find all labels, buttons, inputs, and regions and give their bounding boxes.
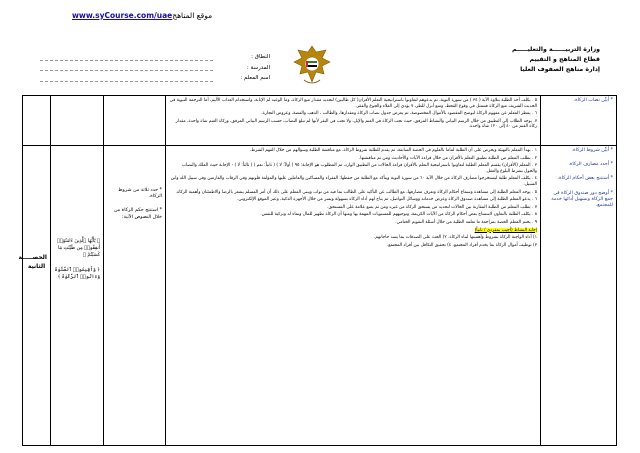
objective-item: * أوضح دور صندوق الزكاة في جمع الزكاة وتسهيل أدائها خدمة للمجتمع. (551, 190, 613, 209)
table-row (23, 146, 617, 446)
procedure-step: ٨ . يكلف الطلبة بالتعاون لاستنتاج بعض أحكام الزكاة من الآيات الكريمة، وتوجيههم للمستويات المهمة بها ومنها أن الزكاة تطهير للمال ونماء له وتزكية للنفس. (260, 212, 537, 218)
quran-verse: ﴿ يَٰٓأَيُّهَا ٱلَّذِينَ ءَامَنُوٓا۟ أَنفِقُوا۟ مِن طَيِّبَٰتِ مَا كَسَبْتُمْ ﴾ (57, 239, 100, 258)
school-field[interactable] (40, 64, 213, 71)
procedure-step: ١ . يهدأ المعلم بالتهيئة ويحرص على أن الطلبة لماما بالعلوم في الحصة السابقة، ثم يقدم للطلبة شروط الزكاة، مع مناقشة الطلبة وسؤالهم من خلال الفهم الشرط. (249, 148, 537, 153)
activity-answer: ١) أداء الواجبة الزكاة بشروط وأهميتها لبناء الزكاة. ٢) الحث على الصدقات بما يسد حاجاتهم. (373, 235, 537, 241)
school-label: المدرسة : (246, 64, 270, 71)
site-link[interactable] (72, 11, 212, 20)
site-label: موقع المناهج (172, 11, 213, 20)
ministry-header (512, 45, 600, 75)
assessment-item: * استنتج حكم الزكاة من خلال النصوص الآتية: (113, 208, 162, 220)
ayat-cell (51, 146, 104, 446)
assessment-cell (104, 146, 166, 446)
region-field[interactable] (40, 54, 213, 61)
objective-item: * أحدد مصارف الزكاة. (568, 162, 613, 168)
procedure-step: ٥ . يوجه المعلم الطلبة إلى مشاهدة وسماع أحكام الزكاة وتعرف مصارفها، مع الطالب عن التأكيد على الطالب بما فيه من ثواب ويبني المعلم على ذلك أن أمر المسلم يشعر بالرضا والاطمئنان وأهمية الزكاة. (175, 189, 537, 195)
quran-verse: ﴿ وَأَقِيمُوا۟ ٱلصَّلَوٰةَ وَءَاتُوا۟ ٱلزَّكَوٰةَ ﴾ (54, 268, 100, 280)
period-label: الحصـــــة الثانية (18, 254, 47, 270)
objective-item: * أبيِّن نصاب الزكاة. (573, 98, 613, 103)
procedure-step: ٦ . يدعو المعلم الطلبة إلى مشاهدة صندوق الزكاة وعرض خدماته ووسائل التواصل، ثم يتاح لهم أداء الزكاة بسهولة ويسر من خلال الأجهزة الذكية، وعبر الموقع الإلكتروني. (236, 197, 537, 203)
objective-item: * أبيِّن شروط الزكاة. (571, 148, 613, 153)
procedure-step: ٥ . يكلف أحد الطلبة بتلاوة الآية ( ٣٤ ) من سورة التوبة، ثم يدعوهم لتعاونوا باستراتيجية التعلم الأقران( كل طالبين) لتحديد مقدار منع الزكاة، وما الوعيد لم الإنابة، واستخدام العذاب الأليم، أما الترجمة النبوية في الحديث الشريف منع الزكاة فتتمثل في وقوع القحط، ومنع أنزل للطر، ٧ يؤدي إلى الغلاء والجوع والفقر. (169, 98, 537, 109)
table-row (23, 96, 617, 146)
teacher-field[interactable] (40, 75, 213, 82)
procedure-step: ٧. يوجه الطلاب إلى التطبيق من خلال الرسم البياني والنشاط المرفق، حيث تجب الزكاة في الغنم والإبل، ولا تجب في البقر لأنها لم تبلغ النصاب، حسب الرسم البياني المرفق، وزكاة الغنم شاة واحدة، مقدار زكاة الغنم من ٤٠ إلى ١٢٠ شاة واحدة. (175, 118, 537, 130)
procedure-step: ٩ . يختم المعلم الحصة بمراجعة ما تعلمه الطلبة من خلال أسئلة التقويم الختامي. (395, 219, 537, 225)
procedures-cell (166, 96, 541, 146)
objectives-cell (541, 96, 617, 146)
procedure-step: ٢ . يطلب المعلم من الطلبة تطبيق التعلم بالأقران من خلال قراءة الآيات والأحاديث ومن ثم مناقشتها. (358, 155, 537, 161)
procedure-step: ٤ . يكلف المعلم طلبة ليستخرجوا مصارف الزكاة من خلال الآية ٦٠ من سورة التوبة ويتأكد مع الطلبة من حفظها: الفقراء والمساكين والعاملين عليها والمؤلفة قلوبهم وفي الرقاب والغارمين وفي سبيل الله وابن السبيل. (170, 176, 537, 187)
activity-answer-heading: إجابة النشاط (أجيب بمفردي / ثانياً) (474, 227, 537, 233)
procedure-step: ٧ . يطلب المعلم من الطلبة المقارنة بين الحالات لتحديد من يستحق الزكاة من غيره ومن ثم يضع علامة على المستحق. (327, 204, 537, 210)
teacher-info-form (40, 52, 270, 84)
objective-item: * أستنتج بعض أحكام الزكاة. (557, 176, 613, 182)
procedure-step: ٦ . يمطر المعلم عن مفهوم الزكاة ليوضح المقصود بالأموال المخصوصة، ثم يعرض جدول نصاب الزكاة ومقدارها، والطالب ، الذهب والفضة، وعروض التجارة. (261, 111, 537, 117)
objectives-cell (541, 146, 617, 446)
procedure-step: ٣ . المعلم (الأقران) يقسم المعلم الطلبة لتعاونوا باستراتيجية التعلم بالأقران قراءة الحالات من التطبيق الوارد، ثم المطلوب هو الإجابة: ٩٥ ( أولاً: لا ) ( ثانياً: نعم ) ( ثالثاً: لا ) - الإجابة حيث الملك والنصاب والحول بشرط البلوغ والعقل. (181, 163, 537, 174)
teacher-label: اسم المعلم : (240, 75, 270, 82)
procedures-cell (166, 146, 541, 446)
assessment-cell (104, 96, 166, 146)
region-label: النطاق : (251, 54, 270, 61)
period-cell (18, 146, 51, 446)
department-name: إدارة مناهج الصفوف العليا (520, 66, 600, 73)
activity-answer: ٣) توظيف أموال الزكاة بما يخدم أفراد المجتمع. ٤) تحقيق التكافل بين أفراد المجتمع. (386, 242, 537, 248)
uae-emblem-icon (292, 42, 332, 87)
ministry-name: وزارة التربيــــــة والتعليـــــم (512, 46, 600, 53)
period-cell (23, 96, 51, 146)
site-url[interactable]: www.syCourse.com/uae (72, 11, 173, 20)
ayat-cell (51, 96, 104, 146)
assessment-item: * حدد ثلاثة من شروط الزكاة. (118, 188, 162, 200)
sector-name: قطاع المناهج و التقييم (529, 56, 600, 63)
lesson-plan-table (18, 95, 617, 446)
